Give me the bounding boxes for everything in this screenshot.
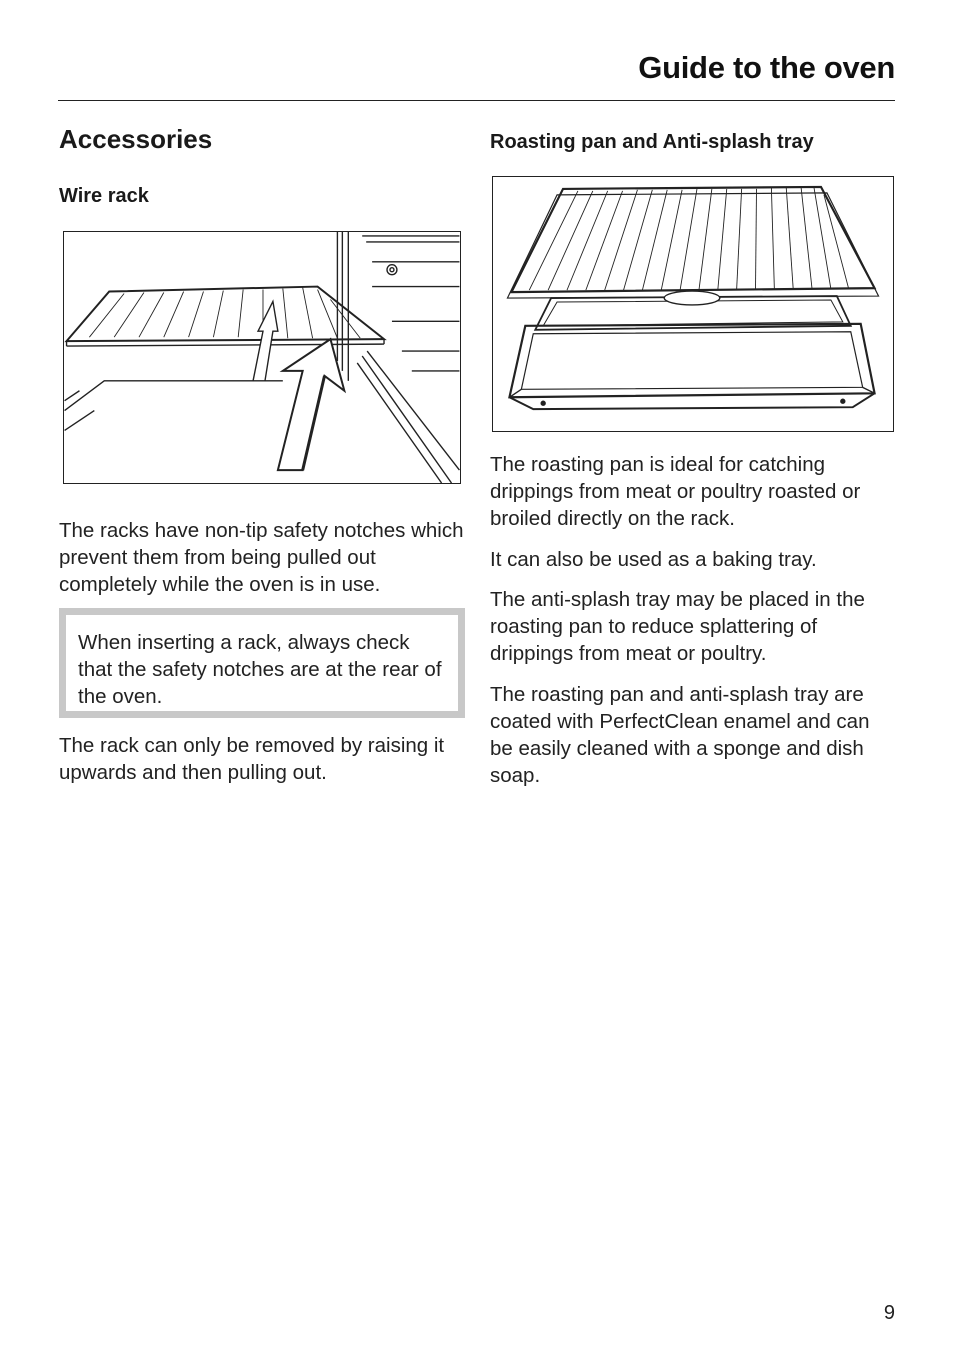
safety-note-text: When inserting a rack, always check that the safety notches are at the rear of the oven. xyxy=(78,631,442,708)
section-heading-accessories: Accessories xyxy=(59,124,213,154)
page-number: 9 xyxy=(883,1302,895,1324)
subheading-roasting-pan: Roasting pan and Anti-splash tray xyxy=(490,131,814,153)
roasting-paragraph-2: It can also be used as a baking tray. xyxy=(490,548,817,571)
roasting-paragraph-3: The anti-splash tray may be placed in the roasting pan to reduce splattering of drippings from meat or poultry. xyxy=(490,588,865,665)
wire-rack-paragraph-1: The racks have non-tip safety notches which prevent them from being pulled out completely while the oven is in use. xyxy=(59,519,464,596)
roasting-paragraph-4: The roasting pan and anti-splash tray are coated with PerfectClean enamel and can be easily cleaned with a sponge and dish soap. xyxy=(490,683,870,787)
wire-rack-illustration xyxy=(63,231,461,484)
header-rule xyxy=(58,100,895,101)
roasting-pan-illustration xyxy=(492,176,894,432)
wire-rack-paragraph-2: The rack can only be removed by raising it upwards and then pulling out. xyxy=(59,734,445,784)
safety-note-box xyxy=(59,608,465,718)
roasting-paragraph-1: The roasting pan is ideal for catching drippings from meat or poultry roasted or broiled directly on the rack. xyxy=(490,453,861,530)
subheading-wire-rack: Wire rack xyxy=(59,185,149,207)
page-title: Guide to the oven xyxy=(638,50,895,85)
